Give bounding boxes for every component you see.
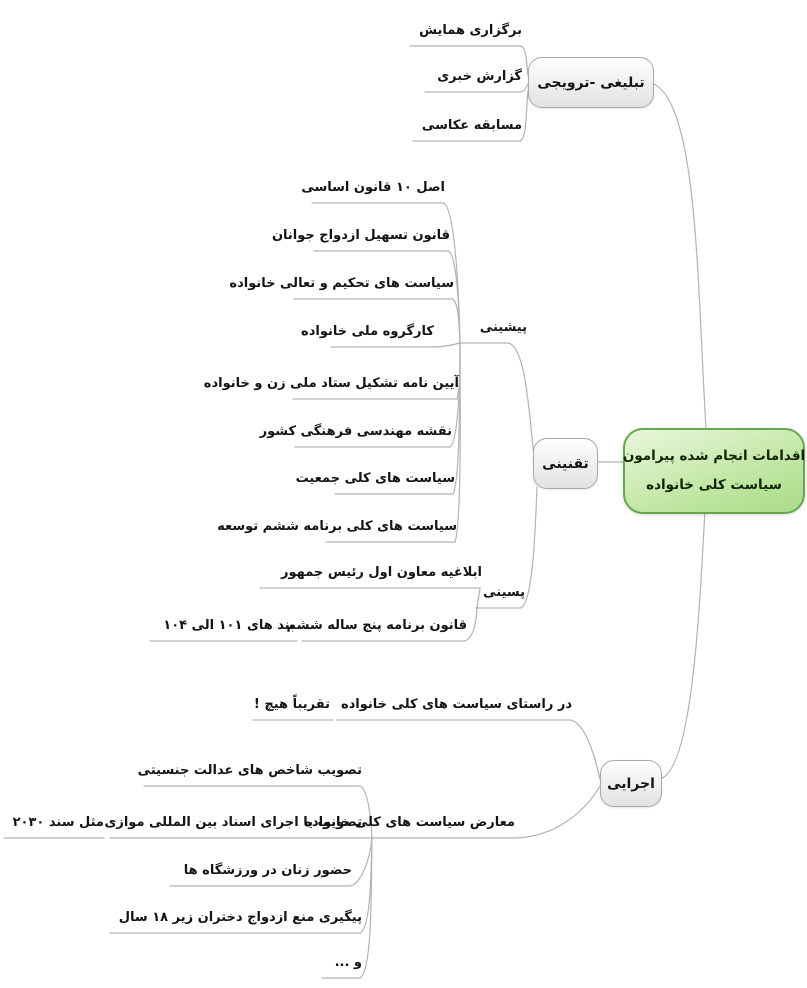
leaf-bargozari-hamayesh[interactable]: برگزاری همایش [419,23,522,38]
leaf-va-edame[interactable]: و ... [334,955,362,970]
leaf-kargorooh-melli-khanevade[interactable]: کارگروه ملی خانواده [301,324,434,339]
leaf-siasat-kolli-barname-sheshom[interactable]: سیاست های کلی برنامه ششم توسعه [217,519,457,534]
leaf-aeen-name-setad-melli-zan[interactable]: آیین نامه تشکیل ستاد ملی زن و خانواده [203,376,459,391]
node-moarez-siasat-khanevade[interactable]: معارض سیاست های کلی خانواده [304,815,515,830]
leaf-tasvib-asnad-beynolmelali[interactable]: تصویب یا اجرای اسناد بین المللی موازی [104,815,362,830]
leaf-naghshe-mohandesi-farhangi[interactable]: نقشه مهندسی فرهنگی کشور [259,424,452,439]
branch-ejrayi-label: اجرایی [607,775,655,792]
leaf-mosabeghe-akkasi[interactable]: مسابقه عکاسی [421,118,522,133]
leaf-dar-rastaye-siasat-khanevade[interactable]: در راستای سیاست های کلی خانواده [340,697,572,712]
leaf-mesl-sanad-2030[interactable]: مثل سند ۲۰۳۰ [12,815,104,830]
branch-tablighi-tarviji-label: تبلیغی -ترویجی [537,74,645,91]
leaf-tasvib-shakhes-edalat-jensiyati[interactable]: تصویب شاخص های عدالت جنسیتی [137,763,362,778]
leaf-siasat-kolli-jamiat[interactable]: سیاست های کلی جمعیت [295,471,455,486]
leaf-eblaghiye-moaven-aval[interactable]: ابلاغیه معاون اول رئیس جمهور [281,565,482,580]
branch-tablighi-tarviji-node[interactable] [528,57,654,108]
leaf-taghriban-hich[interactable]: تقریباً هیچ ! [253,697,330,712]
node-pasini[interactable]: پسینی [483,585,525,600]
leaf-band-101-ta-104[interactable]: بند های ۱۰۱ الی ۱۰۴ [163,618,295,633]
leaf-gozaresh-khabari[interactable]: گزارش خبری [437,69,522,84]
root-node[interactable] [623,428,805,514]
leaf-hozur-zanan-varzeshgah[interactable]: حضور زنان در ورزشگاه ها [183,863,352,878]
branch-taghnini-node[interactable] [533,438,598,489]
leaf-peygiri-man-ezdevaj-dokhtaran[interactable]: پیگیری منع ازدواج دختران زیر ۱۸ سال [118,910,362,925]
branch-ejrayi-node[interactable] [600,760,662,807]
branch-taghnini-label: تقنینی [542,455,589,472]
root-node-label-line2: سیاست کلی خانواده [646,477,782,493]
leaf-siasat-tahkim-taali-khanevade[interactable]: سیاست های تحکیم و تعالی خانواده [229,276,454,291]
leaf-ghanun-tashil-ezdevaj-javanan[interactable]: قانون تسهیل ازدواج جوانان [271,228,450,243]
node-pishini[interactable]: پیشینی [479,320,527,335]
leaf-ghanun-barname-panj-sale-sheshom[interactable]: قانون برنامه پنج ساله ششم [286,618,467,633]
root-node-label-line1: اقدامات انجام شده پیرامون [622,448,806,464]
leaf-asl-10-ghanun-asasi[interactable]: اصل ۱۰ قانون اساسی [301,180,445,195]
